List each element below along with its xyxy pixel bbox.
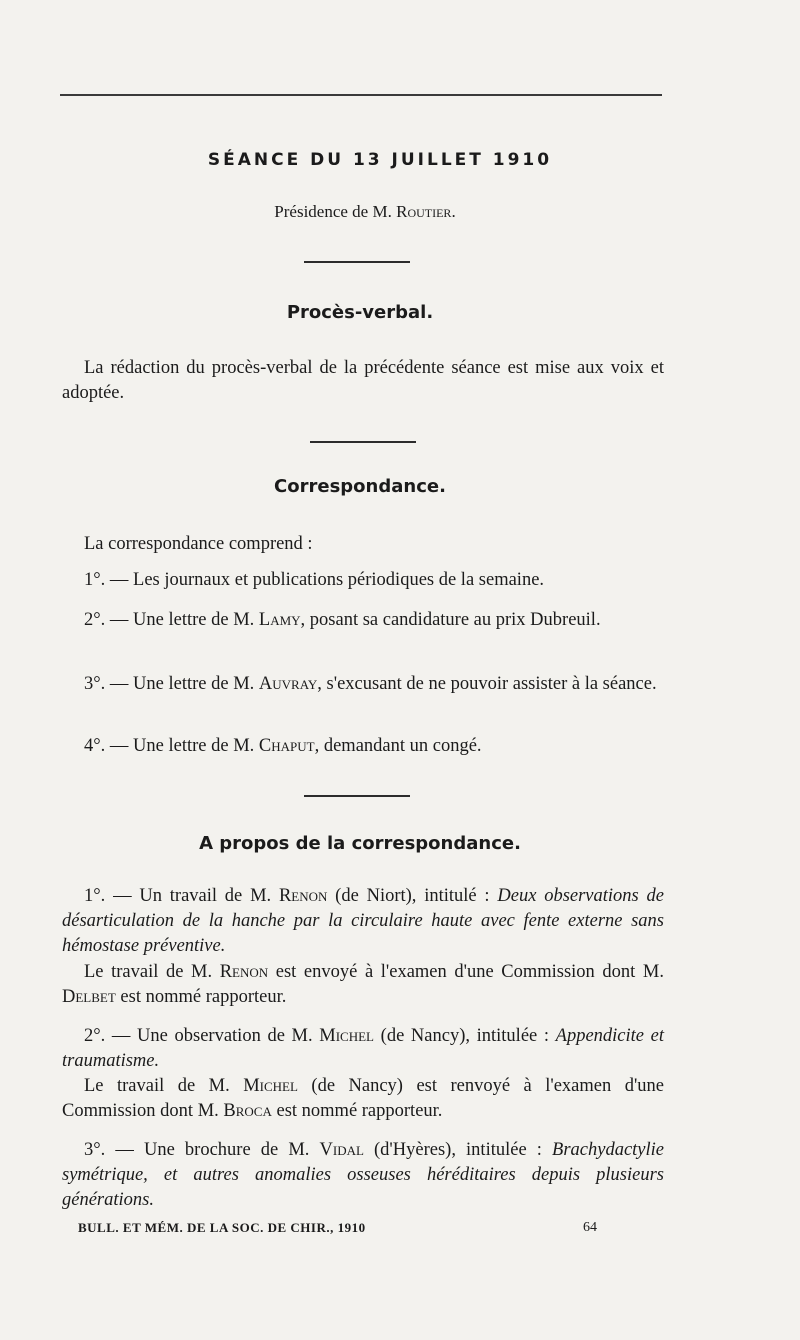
follow-text: Le travail de M. <box>84 1076 244 1096</box>
rapporteur-name: Delbet <box>62 987 116 1007</box>
correspondance-item-3 <box>62 672 664 697</box>
item-text: — Une lettre de M. <box>105 610 259 630</box>
proces-verbal-text: La rédaction du procès-verbal de la précédente séance est mise aux voix et adoptée. <box>62 358 664 403</box>
presidence-line <box>0 202 730 222</box>
item-number: 4°. <box>84 736 106 756</box>
person-name: Renon <box>278 886 328 906</box>
item-number: 3°. <box>84 674 106 694</box>
correspondance-intro: La correspondance comprend : <box>84 534 313 554</box>
item-text: (de Niort), intitulé : <box>327 886 498 906</box>
person-name: Michel <box>319 1026 375 1046</box>
item-text: (d'Hyères), intitulée : <box>363 1140 553 1160</box>
president-name: Routier <box>396 202 452 221</box>
presidence-prefix: Présidence de M. <box>274 202 397 221</box>
item-text: — Une lettre de M. <box>105 674 259 694</box>
person-name: Chaput <box>258 736 315 756</box>
footer-journal: BULL. ET MÉM. DE LA SOC. DE CHIR., 1910 <box>78 1220 366 1235</box>
divider <box>304 261 410 263</box>
person-name: Vidal <box>319 1140 364 1160</box>
divider <box>304 795 410 797</box>
item-text: — Une brochure de M. <box>105 1140 320 1160</box>
work-title: Brachydactylie symétrique, et autres anomalies osseuses héréditaires depuis plusieurs générations. <box>62 1140 664 1210</box>
rapporteur-name: Broca <box>223 1101 272 1121</box>
a-propos-item-1 <box>62 884 664 959</box>
correspondance-item-2 <box>62 608 664 633</box>
follow-text: est nommé rapporteur. <box>271 1101 443 1121</box>
item-text: , s'excusant de ne pouvoir assister à la séance. <box>317 674 657 694</box>
person-name: Michel <box>243 1076 298 1096</box>
divider <box>310 441 416 443</box>
person-name: Lamy <box>258 610 301 630</box>
section-title-a-propos: A propos de la correspondance. <box>199 833 521 854</box>
person-name: Auvray <box>258 674 318 694</box>
item-number: 2°. <box>84 1026 106 1046</box>
a-propos-item-3 <box>62 1138 664 1213</box>
item-text: — Un travail de M. <box>105 886 279 906</box>
follow-text: (de Nancy) est renvoyé à l'examen d'une Commission dont M. <box>62 1076 664 1121</box>
item-number: 1°. <box>84 570 106 590</box>
correspondance-item-1 <box>62 568 664 593</box>
a-propos-item-2 <box>62 1024 664 1074</box>
work-title: Appendicite et traumatisme. <box>62 1026 664 1071</box>
follow-text: est nommé rapporteur. <box>115 987 287 1007</box>
top-rule <box>60 94 662 96</box>
item-number: 3°. <box>84 1140 106 1160</box>
follow-text: est envoyé à l'examen d'une Commission dont M. <box>268 962 664 982</box>
correspondance-item-4 <box>62 734 664 759</box>
a-propos-item-1-follow <box>62 960 664 1010</box>
item-number: 1°. <box>84 886 106 906</box>
item-text: (de Nancy), intitulée : <box>374 1026 556 1046</box>
person-name: Renon <box>219 962 269 982</box>
a-propos-item-2-follow <box>62 1074 664 1124</box>
work-title: Deux observations de désarticulation de la hanche par la circulaire haute avec fente externe sans hémostase préventive. <box>62 886 665 956</box>
item-text: , posant sa candidature au prix Dubreuil. <box>300 610 601 630</box>
section-title-proces-verbal: Procès-verbal. <box>286 302 434 323</box>
follow-text: Le travail de M. <box>84 962 220 982</box>
page-number: 64 <box>583 1220 597 1235</box>
item-text: — Les journaux et publications périodiques de la semaine. <box>105 570 545 590</box>
item-text: — Une lettre de M. <box>105 736 259 756</box>
item-number: 2°. <box>84 610 106 630</box>
section-title-correspondance: Correspondance. <box>274 476 446 497</box>
item-text: , demandant un congé. <box>314 736 482 756</box>
seance-title: SÉANCE DU 13 JUILLET 1910 <box>207 150 553 170</box>
presidence-suffix: . <box>451 202 456 221</box>
item-text: — Une observation de M. <box>105 1026 320 1046</box>
